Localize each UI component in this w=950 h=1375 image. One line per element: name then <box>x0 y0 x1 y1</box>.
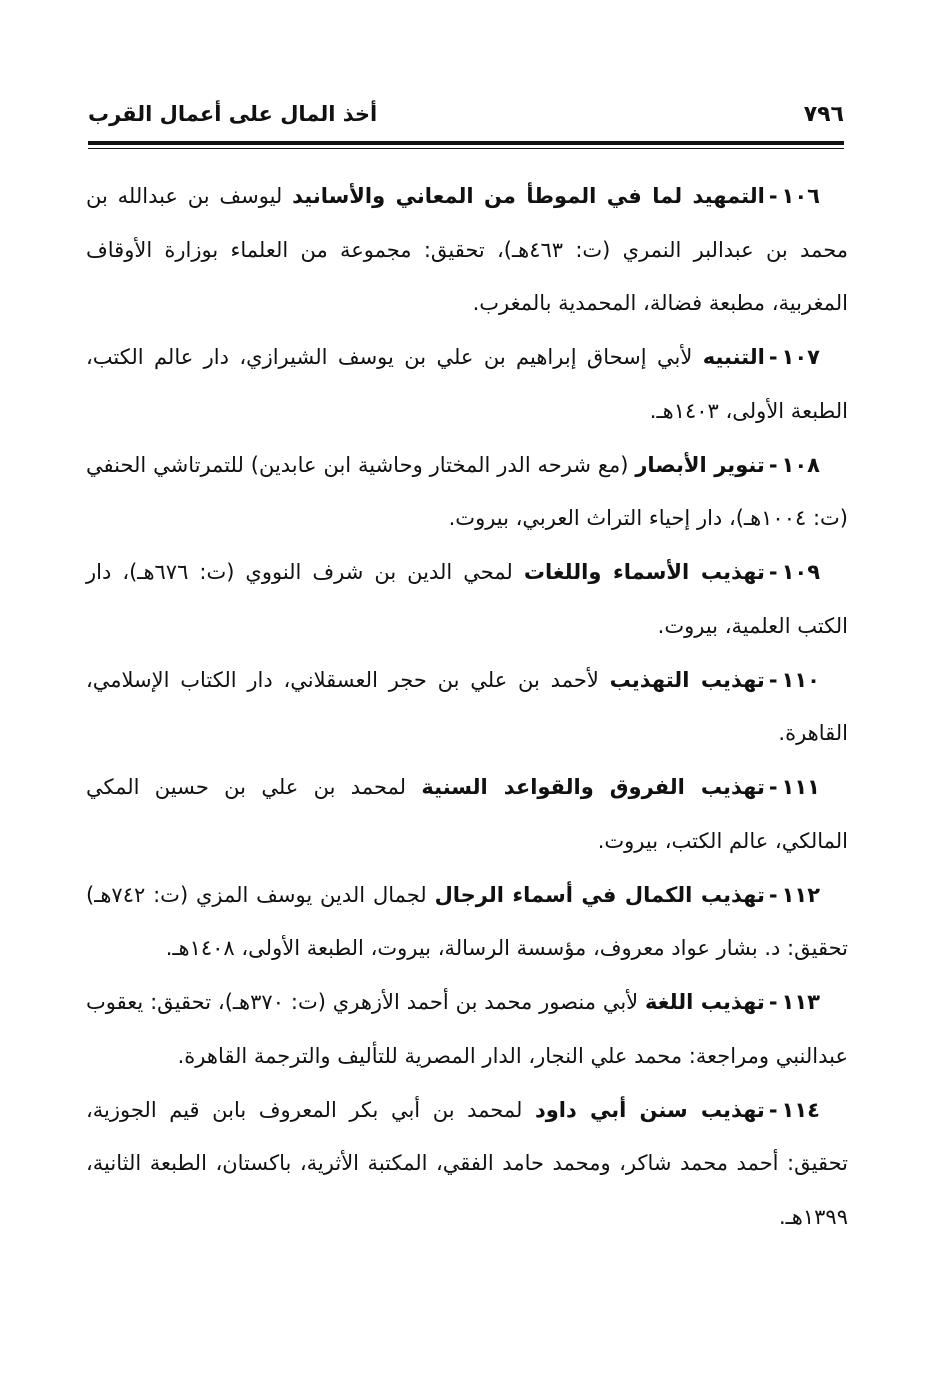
entry-details: لمحي الدين بن شرف النووي (ت: ٦٧٦هـ)، دار الكتب العلمية، بيروت. <box>86 560 848 638</box>
entry-dash: - <box>768 452 778 477</box>
bibliography-entry <box>86 170 848 331</box>
book-title: تهذيب اللغة <box>645 990 765 1014</box>
entry-number: ١١٣ <box>781 990 820 1014</box>
bibliography-list <box>86 170 848 1245</box>
book-title: تهذيب الفروق والقواعد السنية <box>421 775 765 799</box>
header-rule-thick <box>88 141 844 145</box>
entry-number: ١٠٧ <box>781 345 820 369</box>
book-title: تهذيب الكمال في أسماء الرجال <box>434 882 765 907</box>
entry-number: ١١٠ <box>781 667 820 692</box>
entry-dash: - <box>768 184 778 208</box>
bibliography-entry <box>86 761 848 868</box>
bibliography-entry <box>86 976 848 1083</box>
entry-details: (مع شرحه الدر المختار وحاشية ابن عابدين) للتمرتاشي الحنفي (ت: ١٠٠٤هـ)، دار إحياء التراث العربي، بيروت. <box>86 452 848 530</box>
entry-dash: - <box>768 990 778 1014</box>
entry-dash: - <box>768 667 778 692</box>
bibliography-entry <box>86 546 848 653</box>
entry-details: ليوسف بن عبدالله بن محمد بن عبدالبر النمري (ت: ٤٦٣هـ)، تحقيق: مجموعة من العلماء بوزارة الأوقاف المغربية، مطبعة فضالة، المحمدية بالمغرب. <box>86 184 848 315</box>
book-title: تهذيب سنن أبي داود <box>534 1097 765 1122</box>
entry-number: ١٠٦ <box>781 184 820 208</box>
entry-number: ١١٤ <box>781 1097 820 1122</box>
entry-details: لجمال الدين يوسف المزي (ت: ٧٤٢هـ) تحقيق: د. بشار عواد معروف، مؤسسة الرسالة، بيروت، الطبعة الأولى، ١٤٠٨هـ. <box>86 882 848 960</box>
bibliography-entry <box>86 869 848 976</box>
bibliography-entry <box>86 654 848 761</box>
entry-number: ١١١ <box>781 775 820 799</box>
header-rule-thin <box>88 148 844 149</box>
entry-details: لأحمد بن علي بن حجر العسقلاني، دار الكتاب الإسلامي، القاهرة. <box>86 667 848 745</box>
bibliography-entry <box>86 1084 848 1245</box>
bibliography-entry <box>86 439 848 546</box>
book-title: التمهيد لما في الموطأ من المعاني والأسانيد <box>292 184 765 208</box>
entry-details: لمحمد بن أبي بكر المعروف بابن قيم الجوزية، تحقيق: أحمد محمد شاكر، ومحمد حامد الفقي، المكتبة الأثرية، باكستان، الطبعة الثانية، ١٣٩٩هـ. <box>86 1097 848 1229</box>
book-title: التنبيه <box>702 345 765 369</box>
entry-dash: - <box>768 882 778 907</box>
entry-number: ١٠٩ <box>781 560 821 584</box>
entry-dash: - <box>768 775 778 799</box>
bibliography-entry <box>86 331 848 438</box>
entry-details: لأبي منصور محمد بن أحمد الأزهري (ت: ٣٧٠هـ)، تحقيق: يعقوب عبدالنبي ومراجعة: محمد علي النجار، الدار المصرية للتأليف والترجمة القاهرة. <box>86 990 848 1068</box>
book-title: تنوير الأبصار <box>635 452 765 477</box>
entry-dash: - <box>768 345 778 369</box>
entry-details: لمحمد بن علي بن حسين المكي المالكي، عالم الكتب، بيروت. <box>86 775 848 853</box>
running-title: أخذ المال على أعمال القرب <box>88 102 378 126</box>
book-title: تهذيب الأسماء واللغات <box>523 560 765 584</box>
book-title: تهذيب التهذيب <box>609 667 765 692</box>
page-header <box>88 98 844 136</box>
page-number: ٧٩٦ <box>803 102 844 127</box>
entry-dash: - <box>768 560 778 584</box>
entry-details: لأبي إسحاق إبراهيم بن علي بن يوسف الشيرازي، دار عالم الكتب، الطبعة الأولى، ١٤٠٣هـ. <box>86 345 848 423</box>
entry-number: ١١٢ <box>781 882 821 907</box>
entry-dash: - <box>768 1097 778 1122</box>
entry-number: ١٠٨ <box>781 452 820 477</box>
